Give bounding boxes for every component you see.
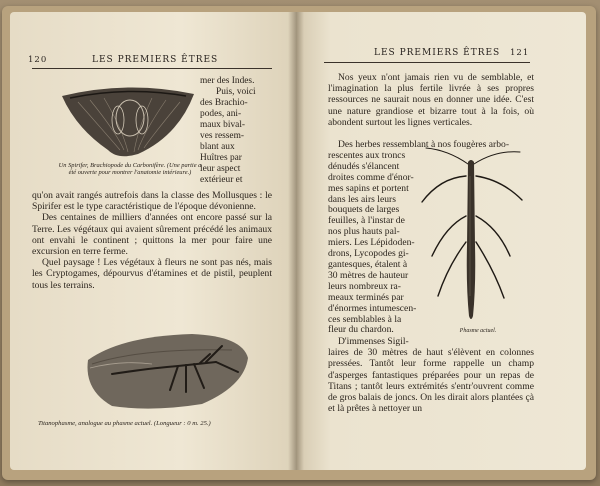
book-gutter (288, 12, 304, 470)
left-side-column (200, 76, 274, 186)
side-line: ves ressem- (200, 131, 244, 141)
side-line: Puis, voici (216, 87, 256, 97)
side-line: extérieur et (200, 175, 243, 185)
side-line: gantesques, étalent à (328, 258, 408, 270)
titanophasme-fossil-figure (82, 330, 254, 412)
side-line: blant aux (200, 142, 235, 152)
side-line: leurs nombreux ra- (328, 280, 401, 292)
side-line: rescentes aux troncs (328, 149, 406, 161)
side-line: podes, ani- (200, 109, 242, 119)
paragraph: laires de 30 mètres de haut s'élèvent en colonnes pressées. Tantôt leur forme rappelle un champ d'asperges fantastiques préparées pour un repas de Titans ; tantôt leurs extrémités s'entr'ouvrent comme de gros balais de joncs. On les dirait alors plantées çà et là prêtes à nettoyer un (328, 347, 534, 415)
spirifer-caption: Un Spirifer, Brachiopode du Carbonifère. (Une partie a été ouverte pour montrer l'anatomie intérieure.) (58, 162, 202, 177)
line: D'immenses Sigil- (338, 336, 409, 347)
side-line: meaux terminés par (328, 291, 404, 303)
side-line: feuilles, à l'instar de (328, 215, 405, 227)
right-page (296, 12, 586, 470)
side-line: ces semblables à la (328, 313, 402, 325)
side-line: mer des Indes. (200, 76, 255, 86)
side-line: Des herbes ressemblant à nos fougères arbo- (338, 139, 510, 150)
left-body (32, 190, 272, 291)
paragraph: Des centaines de milliers d'années ont encore passé sur la Terre. Les végétaux qui avaient sûrement précédé les animaux ont envahi le continent ; quittons la mer pour faire une excursion en terre ferme. (32, 212, 272, 258)
side-line: d'énormes intumescen- (328, 302, 417, 314)
spirifer-shell-figure (58, 76, 198, 162)
page-number-right: 121 (510, 48, 530, 58)
titanophasme-caption: Titanophasme, analogue au phasme actuel. (Longueur : 0 m. 25.) (38, 420, 211, 427)
paragraph: qu'on avait rangés autrefois dans la classe des Mollusques : le Spirifer est le type caractéristique de l'époque dévonienne. (32, 190, 272, 213)
side-line: bouquets de larges (328, 204, 400, 216)
side-line: des Brachio- (200, 98, 248, 108)
side-line: droites comme d'énor- (328, 171, 414, 183)
right-body-top (328, 72, 534, 128)
paragraph: Quel paysage ! Les végétaux à fleurs ne sont pas nés, mais les Cryptogames, dépourvus d'étamines et de pistil, peuplent tous les terrains. (32, 257, 272, 291)
side-line: Huîtres par (200, 153, 242, 163)
side-line: drons, Lycopodes gi- (328, 248, 409, 260)
side-line: mes sapins et portent (328, 182, 409, 194)
head-rule-right (324, 62, 530, 63)
side-line: maux bival- (200, 120, 246, 130)
page-number-left: 120 (28, 55, 48, 65)
running-head-left: LES PREMIERS ÊTRES (92, 55, 219, 65)
side-line: miers. Les Lépidoden- (328, 237, 415, 249)
side-line: dénudés s'élancent (328, 160, 400, 172)
head-rule-left (32, 68, 272, 69)
side-line: fleur du chardon. (328, 324, 394, 336)
right-body-bottom (328, 336, 534, 414)
left-page (10, 12, 296, 470)
side-line: dans les airs leurs (328, 193, 396, 205)
phasme-insect-figure (418, 146, 526, 324)
phasme-caption: Phasme actuel. (459, 328, 497, 334)
paragraph: Nos yeux n'ont jamais rien vu de semblable, et l'imagination la plus fertile livrée à ses propres ressources ne saurait nous en donner une idée. C'est une nature grandiose et bizarre tout à la fois, où abondent surtout les lignes verticales. (328, 72, 534, 128)
side-line: 30 mètres de hauteur (328, 269, 409, 281)
side-line: leur aspect (200, 164, 241, 174)
running-head-right: LES PREMIERS ÊTRES (374, 48, 501, 58)
side-line: nos plus hauts pal- (328, 226, 400, 238)
